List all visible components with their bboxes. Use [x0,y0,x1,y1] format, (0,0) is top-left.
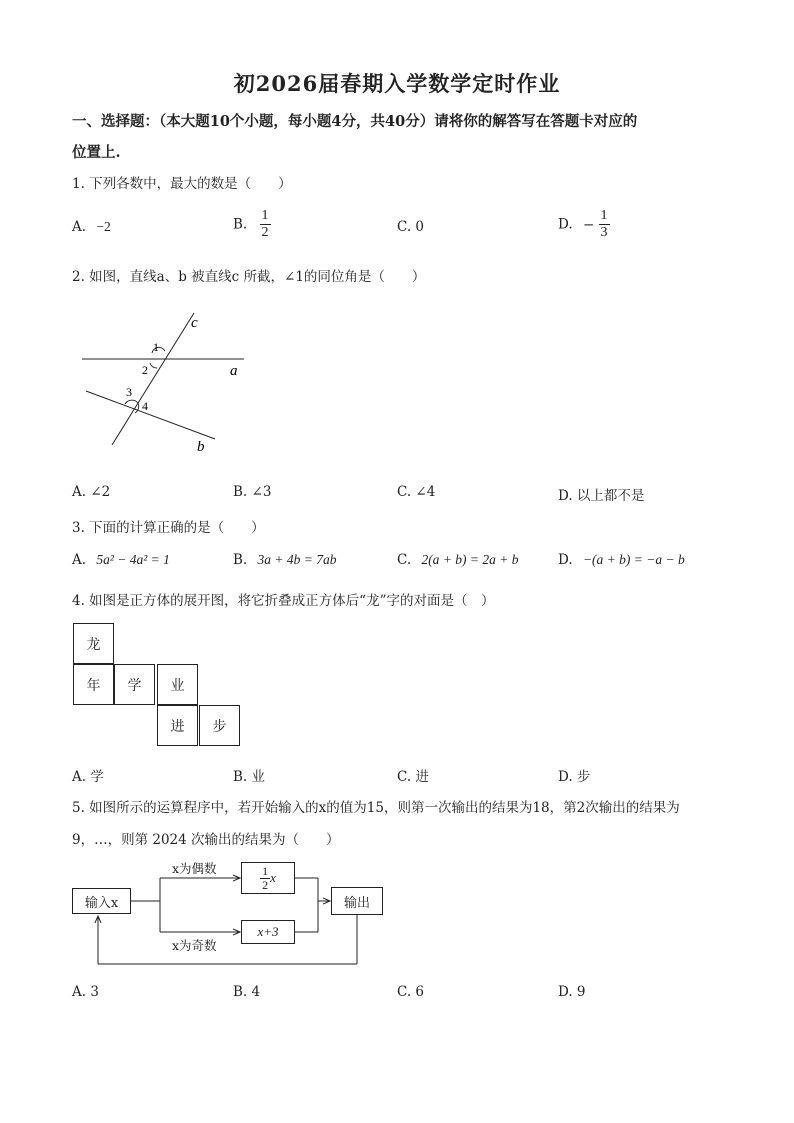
flow-half-fraction [260,865,270,892]
q2-option-c[interactable]: C. ∠4 [397,484,436,500]
q3-option-b[interactable] [233,552,337,568]
q5-stem-line2: 9，…，则第 2024 次输出的结果为（ ） [72,832,340,848]
q5-option-a[interactable]: A. 3 [72,984,99,1000]
line-c [112,313,194,445]
q5-option-c[interactable]: C. 6 [397,984,425,1000]
flow-half-box [241,862,295,894]
net-cell-nian: 年 [73,664,114,705]
q3-option-c-expr: 2(a + b) = 2a + b [421,552,519,567]
q1-option-b-label: B. [233,216,248,233]
q3-option-a[interactable] [72,552,170,568]
q5-option-b[interactable]: B. 4 [233,984,261,1000]
flow-odd-label: x为奇数 [172,938,217,953]
q1-option-a-value: −2 [96,219,111,234]
angle-label-1: 1 [153,340,159,354]
q1-stem: 1. 下列各数中，最大的数是（ ） [72,176,292,192]
section-heading-line1: 一、选择题：（本大题10个小题，每小题4分，共40分）请将你的解答写在答题卡对应的 [72,113,638,130]
q3-option-b-label: B. [233,552,248,568]
q5-option-d[interactable]: D. 9 [558,984,586,1000]
flow-output-box: 输出 [331,887,383,915]
page-title: 初2026届春期入学数学定时作业 [233,71,561,96]
net-cell-jin: 进 [157,705,198,746]
flow-half-var: x [270,870,276,885]
q2-option-a[interactable]: A. ∠2 [72,484,111,500]
section-heading-line2: 位置上. [72,144,121,161]
angle-label-4: 4 [142,399,148,413]
q2-lines-figure [72,305,262,465]
q3-option-a-label: A. [72,552,87,568]
angle-3-arc [125,400,138,404]
q3-option-a-expr: 5a² − 4a² = 1 [96,552,170,567]
q3-option-d-expr: −(a + b) = −a − b [582,552,685,567]
q4-stem: 4. 如图是正方体的展开图，将它折叠成正方体后“龙”字的对面是（ ） [72,593,495,609]
q1-option-d-fraction [599,208,610,241]
q2-option-b[interactable]: B. ∠3 [233,484,272,500]
flow-plus3-box: x+3 [241,920,295,944]
line-b [86,391,215,439]
net-cell-xue: 学 [114,664,155,705]
q4-option-a[interactable]: A. 学 [72,769,104,785]
q1-option-b[interactable] [233,208,271,241]
q1-option-d-label: D. [558,216,573,233]
q1-option-b-fraction [260,208,271,241]
q2-stem: 2. 如图，直线a、b 被直线c 所截，∠1的同位角是（ ） [72,269,426,285]
flow-half-numerator: 1 [262,863,269,878]
q3-stem: 3. 下面的计算正确的是（ ） [72,520,265,536]
q1-option-b-denominator: 2 [261,225,269,240]
q1-option-a[interactable] [72,219,111,235]
q1-option-d-numerator: 1 [600,208,608,223]
label-a: a [230,363,238,379]
angle-2-arc [150,363,157,368]
q4-option-c[interactable]: C. 进 [397,769,429,785]
q1-option-c[interactable]: C. 0 [397,219,425,235]
q5-stem-line1: 5. 如图所示的运算程序中，若开始输入的x的值为15，则第一次输出的结果为18，第2次输出的结果为 [72,800,680,816]
label-b: b [197,439,205,455]
q1-option-b-numerator: 1 [261,208,269,223]
q4-option-b[interactable]: B. 业 [233,769,266,785]
net-cell-long: 龙 [73,623,114,664]
net-cell-bu: 步 [199,705,240,746]
q3-option-d-label: D. [558,552,573,568]
q3-option-c[interactable] [397,552,519,568]
q3-option-d[interactable] [558,552,685,568]
q1-option-d-sign: − [582,216,595,233]
angle-label-3: 3 [126,385,132,399]
q2-option-d[interactable]: D. 以上都不是 [558,488,645,504]
q3-option-c-label: C. [397,552,412,568]
q4-option-d[interactable]: D. 步 [558,769,591,785]
flow-input-box: 输入x [72,888,131,914]
label-c: c [191,315,198,331]
q1-option-a-label: A. [72,219,87,235]
net-cell-ye: 业 [157,664,198,705]
q1-option-d[interactable] [558,208,610,241]
angle-label-2: 2 [142,363,148,377]
q3-option-b-expr: 3a + 4b = 7ab [257,552,337,567]
flow-even-label: x为偶数 [172,861,217,876]
flow-half-denominator: 2 [262,877,269,892]
q1-option-d-denominator: 3 [600,225,608,240]
